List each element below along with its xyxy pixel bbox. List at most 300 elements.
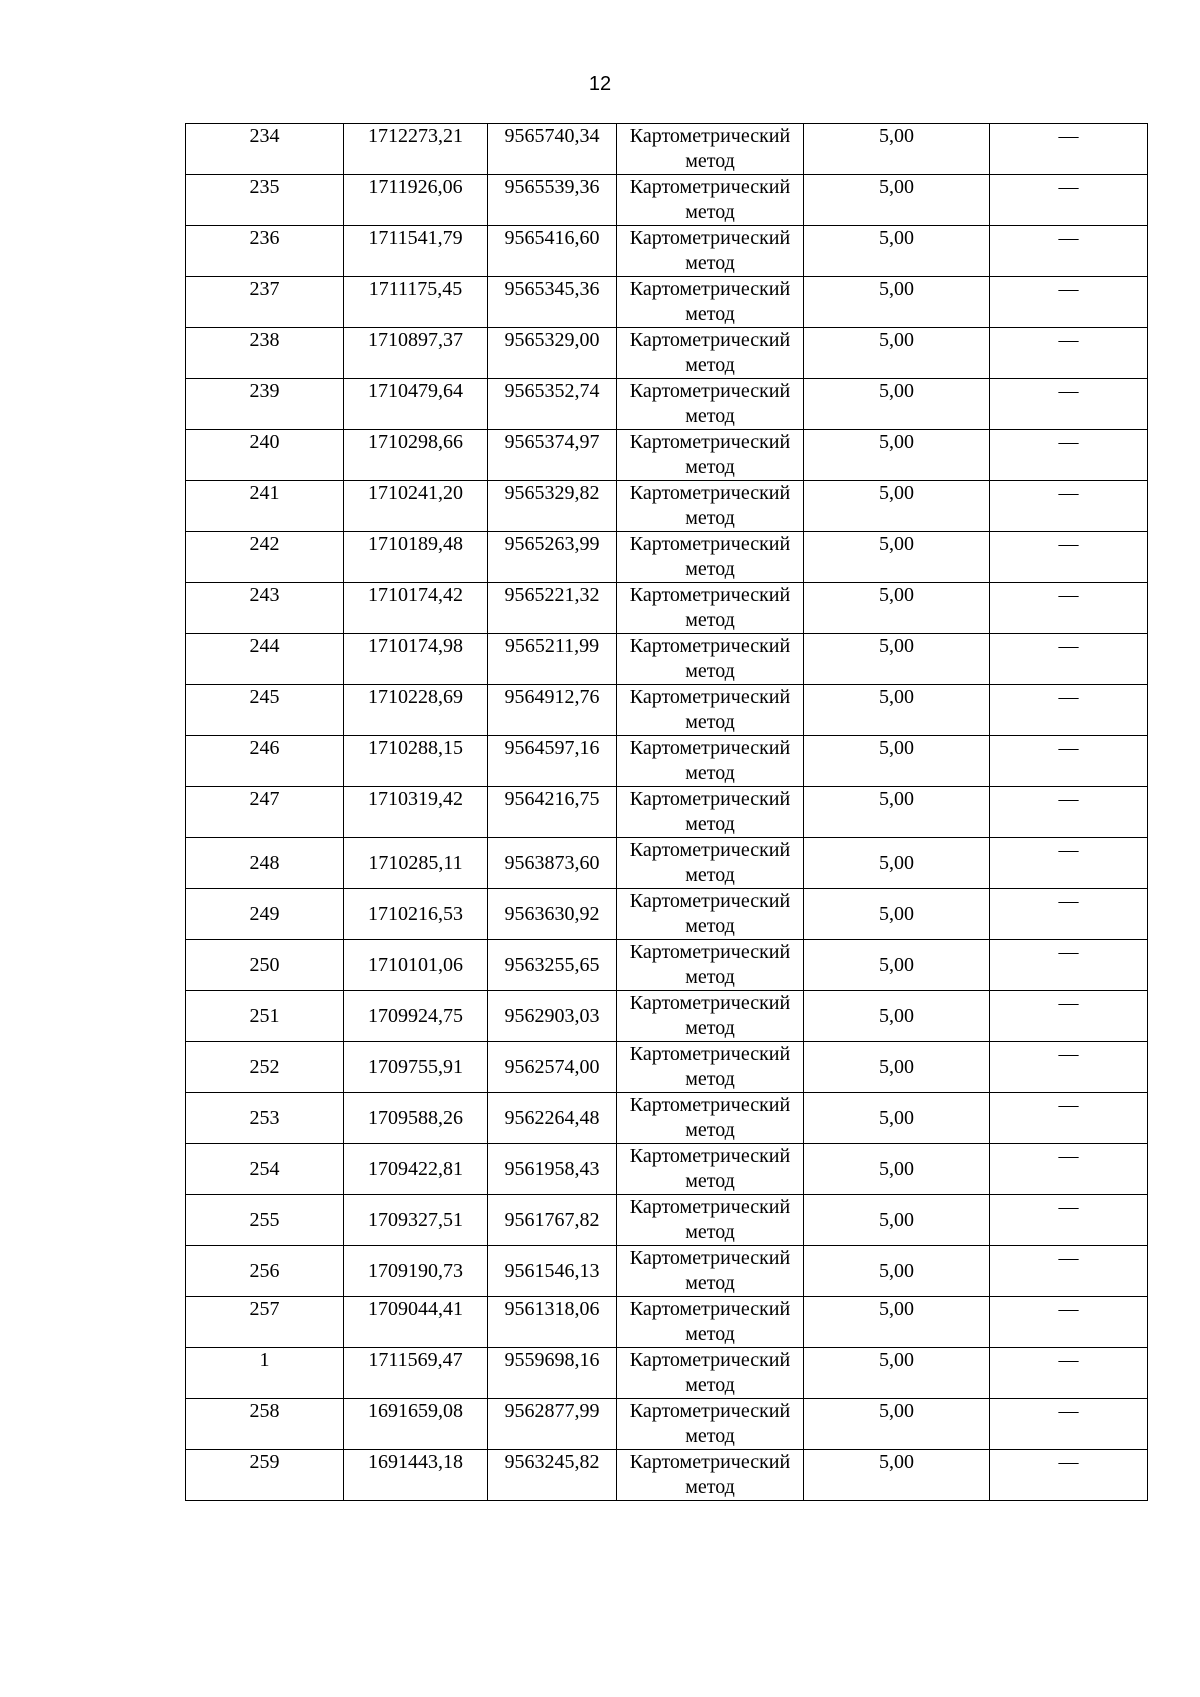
description-cell: [990, 124, 1148, 175]
method-cell-text: Картометрический метод: [629, 1043, 791, 1090]
y-coordinate-cell-text: 9561767,82: [504, 1208, 600, 1231]
description-cell: [990, 1348, 1148, 1399]
y-coordinate-cell: [488, 226, 617, 277]
y-coordinate-cell-text: 9565263,99: [504, 533, 600, 555]
description-cell-text: —: [1058, 1196, 1079, 1218]
description-cell-text: —: [1058, 380, 1079, 402]
x-coordinate-cell-text: 1710285,11: [368, 851, 463, 874]
x-coordinate-cell: [344, 1450, 488, 1501]
description-cell-text: —: [1058, 584, 1079, 606]
description-cell: [990, 1042, 1148, 1093]
y-coordinate-cell-text: 9564912,76: [504, 686, 600, 708]
description-cell: [990, 226, 1148, 277]
method-cell: [617, 1144, 804, 1195]
accuracy-cell: [804, 940, 990, 991]
accuracy-cell: [804, 889, 990, 940]
accuracy-cell: [804, 1246, 990, 1297]
x-coordinate-cell-text: 1710319,42: [368, 788, 463, 810]
accuracy-cell-text: 5,00: [879, 686, 914, 708]
method-cell-text: Картометрический метод: [629, 1451, 791, 1498]
y-coordinate-cell: [488, 430, 617, 481]
y-coordinate-cell: [488, 634, 617, 685]
accuracy-cell: [804, 226, 990, 277]
description-cell: [990, 940, 1148, 991]
description-cell: [990, 1195, 1148, 1246]
x-coordinate-cell-text: 1691443,18: [368, 1451, 463, 1473]
description-cell: [990, 1093, 1148, 1144]
x-coordinate-cell: [344, 991, 488, 1042]
point-number-cell-text: 258: [249, 1400, 280, 1422]
description-cell-text: —: [1058, 482, 1079, 504]
accuracy-cell-text: 5,00: [879, 1400, 914, 1422]
x-coordinate-cell-text: 1710288,15: [368, 737, 463, 759]
y-coordinate-cell: [488, 1195, 617, 1246]
x-coordinate-cell-text: 1709422,81: [368, 1157, 463, 1180]
accuracy-cell: [804, 685, 990, 736]
point-number-cell-text: 250: [249, 953, 280, 976]
accuracy-cell-text: 5,00: [879, 1349, 914, 1371]
table-row: [186, 1042, 1148, 1093]
point-number-cell: [186, 124, 344, 175]
x-coordinate-cell: [344, 226, 488, 277]
point-number-cell: [186, 1195, 344, 1246]
description-cell: [990, 379, 1148, 430]
description-cell: [990, 430, 1148, 481]
accuracy-cell: [804, 175, 990, 226]
description-cell-text: —: [1058, 788, 1079, 810]
point-number-cell-text: 259: [249, 1451, 280, 1473]
point-number-cell: [186, 1144, 344, 1195]
y-coordinate-cell: [488, 379, 617, 430]
method-cell: [617, 328, 804, 379]
table-row: [186, 175, 1148, 226]
x-coordinate-cell-text: 1710228,69: [368, 686, 463, 708]
x-coordinate-cell: [344, 277, 488, 328]
description-cell-text: —: [1058, 890, 1079, 912]
method-cell-text: Картометрический метод: [629, 1196, 791, 1243]
accuracy-cell: [804, 481, 990, 532]
description-cell-text: —: [1058, 278, 1079, 300]
x-coordinate-cell-text: 1710897,37: [368, 329, 463, 351]
y-coordinate-cell-text: 9565329,82: [504, 482, 600, 504]
method-cell: [617, 838, 804, 889]
method-cell-text: Картометрический метод: [629, 278, 791, 325]
point-number-cell-text: 255: [249, 1208, 280, 1231]
y-coordinate-cell: [488, 1144, 617, 1195]
y-coordinate-cell: [488, 1042, 617, 1093]
point-number-cell: [186, 583, 344, 634]
description-cell: [990, 1450, 1148, 1501]
table-row: [186, 379, 1148, 430]
description-cell: [990, 328, 1148, 379]
method-cell-text: Картометрический метод: [629, 584, 791, 631]
y-coordinate-cell: [488, 583, 617, 634]
coordinates-table-body: [186, 124, 1148, 1501]
description-cell: [990, 736, 1148, 787]
y-coordinate-cell-text: 9561958,43: [504, 1157, 600, 1180]
x-coordinate-cell-text: 1710216,53: [368, 902, 463, 925]
description-cell-text: —: [1058, 992, 1079, 1014]
y-coordinate-cell: [488, 889, 617, 940]
table-row: [186, 991, 1148, 1042]
method-cell-text: Картометрический метод: [629, 431, 791, 478]
point-number-cell-text: 234: [249, 125, 280, 147]
y-coordinate-cell-text: 9563630,92: [504, 902, 600, 925]
x-coordinate-cell-text: 1711926,06: [368, 176, 463, 198]
y-coordinate-cell: [488, 940, 617, 991]
method-cell: [617, 736, 804, 787]
point-number-cell-text: 241: [249, 482, 280, 504]
method-cell-text: Картометрический метод: [629, 635, 791, 682]
x-coordinate-cell: [344, 430, 488, 481]
point-number-cell: [186, 940, 344, 991]
point-number-cell-text: 254: [249, 1157, 280, 1180]
description-cell-text: —: [1058, 329, 1079, 351]
x-coordinate-cell: [344, 583, 488, 634]
table-row: [186, 838, 1148, 889]
table-row: [186, 430, 1148, 481]
method-cell: [617, 379, 804, 430]
x-coordinate-cell: [344, 1297, 488, 1348]
y-coordinate-cell-text: 9565740,34: [504, 125, 600, 147]
x-coordinate-cell-text: 1710479,64: [368, 380, 463, 402]
accuracy-cell: [804, 787, 990, 838]
method-cell-text: Картометрический метод: [629, 176, 791, 223]
point-number-cell-text: 246: [249, 737, 280, 759]
x-coordinate-cell-text: 1709327,51: [368, 1208, 463, 1231]
point-number-cell-text: 248: [249, 851, 280, 874]
point-number-cell: [186, 889, 344, 940]
y-coordinate-cell-text: 9559698,16: [504, 1349, 600, 1371]
y-coordinate-cell-text: 9562264,48: [504, 1106, 600, 1129]
x-coordinate-cell: [344, 1348, 488, 1399]
table-row: [186, 889, 1148, 940]
description-cell-text: —: [1058, 1094, 1079, 1116]
x-coordinate-cell-text: 1709924,75: [368, 1004, 463, 1027]
y-coordinate-cell-text: 9564216,75: [504, 788, 600, 810]
x-coordinate-cell-text: 1710241,20: [368, 482, 463, 504]
point-number-cell: [186, 1348, 344, 1399]
y-coordinate-cell-text: 9562574,00: [504, 1055, 600, 1078]
accuracy-cell-text: 5,00: [879, 431, 914, 453]
point-number-cell: [186, 991, 344, 1042]
point-number-cell: [186, 532, 344, 583]
y-coordinate-cell-text: 9564597,16: [504, 737, 600, 759]
accuracy-cell-text: 5,00: [879, 1298, 914, 1320]
method-cell: [617, 1399, 804, 1450]
x-coordinate-cell: [344, 736, 488, 787]
description-cell-text: —: [1058, 431, 1079, 453]
method-cell-text: Картометрический метод: [629, 686, 791, 733]
y-coordinate-cell: [488, 277, 617, 328]
y-coordinate-cell-text: 9565374,97: [504, 431, 600, 453]
method-cell: [617, 175, 804, 226]
y-coordinate-cell-text: 9565416,60: [504, 227, 600, 249]
accuracy-cell: [804, 124, 990, 175]
accuracy-cell-text: 5,00: [879, 1055, 914, 1078]
description-cell-text: —: [1058, 686, 1079, 708]
point-number-cell-text: 247: [249, 788, 280, 810]
point-number-cell: [186, 634, 344, 685]
table-row: [186, 1093, 1148, 1144]
point-number-cell-text: 251: [249, 1004, 280, 1027]
point-number-cell: [186, 328, 344, 379]
y-coordinate-cell: [488, 1399, 617, 1450]
method-cell-text: Картометрический метод: [629, 1247, 791, 1294]
table-row: [186, 226, 1148, 277]
point-number-cell-text: 240: [249, 431, 280, 453]
y-coordinate-cell: [488, 328, 617, 379]
table-row: [186, 940, 1148, 991]
y-coordinate-cell-text: 9562903,03: [504, 1004, 600, 1027]
accuracy-cell-text: 5,00: [879, 1451, 914, 1473]
description-cell: [990, 634, 1148, 685]
y-coordinate-cell-text: 9565329,00: [504, 329, 600, 351]
x-coordinate-cell: [344, 940, 488, 991]
y-coordinate-cell-text: 9563245,82: [504, 1451, 600, 1473]
x-coordinate-cell-text: 1711175,45: [368, 278, 463, 300]
point-number-cell-text: 239: [249, 380, 280, 402]
accuracy-cell-text: 5,00: [879, 329, 914, 351]
point-number-cell: [186, 838, 344, 889]
y-coordinate-cell-text: 9565352,74: [504, 380, 600, 402]
accuracy-cell: [804, 1042, 990, 1093]
y-coordinate-cell: [488, 1246, 617, 1297]
point-number-cell-text: 257: [249, 1298, 280, 1320]
method-cell: [617, 634, 804, 685]
table-row: [186, 1297, 1148, 1348]
point-number-cell: [186, 787, 344, 838]
y-coordinate-cell: [488, 736, 617, 787]
table-row: [186, 124, 1148, 175]
accuracy-cell-text: 5,00: [879, 851, 914, 874]
description-cell: [990, 889, 1148, 940]
method-cell-text: Картометрический метод: [629, 1349, 791, 1396]
table-row: [186, 481, 1148, 532]
point-number-cell-text: 1: [259, 1349, 270, 1371]
x-coordinate-cell-text: 1709755,91: [368, 1055, 463, 1078]
method-cell: [617, 481, 804, 532]
x-coordinate-cell-text: 1710101,06: [368, 953, 463, 976]
y-coordinate-cell-text: 9565539,36: [504, 176, 600, 198]
description-cell-text: —: [1058, 227, 1079, 249]
method-cell-text: Картометрический метод: [629, 890, 791, 937]
coordinates-table: [185, 123, 1148, 1501]
accuracy-cell-text: 5,00: [879, 1106, 914, 1129]
accuracy-cell-text: 5,00: [879, 635, 914, 657]
method-cell: [617, 277, 804, 328]
x-coordinate-cell-text: 1710174,98: [368, 635, 463, 657]
method-cell-text: Картометрический метод: [629, 992, 791, 1039]
x-coordinate-cell: [344, 685, 488, 736]
method-cell-text: Картометрический метод: [629, 1400, 791, 1447]
y-coordinate-cell: [488, 1450, 617, 1501]
table-row: [186, 685, 1148, 736]
description-cell: [990, 532, 1148, 583]
accuracy-cell: [804, 1450, 990, 1501]
y-coordinate-cell: [488, 787, 617, 838]
table-row: [186, 1399, 1148, 1450]
y-coordinate-cell-text: 9563873,60: [504, 851, 600, 874]
accuracy-cell-text: 5,00: [879, 737, 914, 759]
description-cell: [990, 1297, 1148, 1348]
accuracy-cell-text: 5,00: [879, 1208, 914, 1231]
description-cell-text: —: [1058, 1451, 1079, 1473]
accuracy-cell-text: 5,00: [879, 953, 914, 976]
x-coordinate-cell-text: 1710174,42: [368, 584, 463, 606]
accuracy-cell-text: 5,00: [879, 482, 914, 504]
method-cell: [617, 583, 804, 634]
table-row: [186, 277, 1148, 328]
description-cell: [990, 685, 1148, 736]
y-coordinate-cell: [488, 1297, 617, 1348]
y-coordinate-cell-text: 9563255,65: [504, 953, 600, 976]
description-cell-text: —: [1058, 1043, 1079, 1065]
accuracy-cell: [804, 1399, 990, 1450]
point-number-cell: [186, 430, 344, 481]
x-coordinate-cell: [344, 328, 488, 379]
method-cell-text: Картометрический метод: [629, 482, 791, 529]
accuracy-cell-text: 5,00: [879, 176, 914, 198]
x-coordinate-cell: [344, 634, 488, 685]
x-coordinate-cell: [344, 124, 488, 175]
accuracy-cell: [804, 991, 990, 1042]
description-cell: [990, 175, 1148, 226]
accuracy-cell-text: 5,00: [879, 380, 914, 402]
point-number-cell: [186, 685, 344, 736]
accuracy-cell: [804, 583, 990, 634]
method-cell-text: Картометрический метод: [629, 125, 791, 172]
table-row: [186, 328, 1148, 379]
point-number-cell: [186, 175, 344, 226]
accuracy-cell-text: 5,00: [879, 278, 914, 300]
x-coordinate-cell: [344, 838, 488, 889]
method-cell-text: Картометрический метод: [629, 380, 791, 427]
point-number-cell-text: 253: [249, 1106, 280, 1129]
y-coordinate-cell-text: 9562877,99: [504, 1400, 600, 1422]
point-number-cell-text: 238: [249, 329, 280, 351]
description-cell: [990, 481, 1148, 532]
description-cell-text: —: [1058, 125, 1079, 147]
description-cell-text: —: [1058, 533, 1079, 555]
description-cell-text: —: [1058, 1247, 1079, 1269]
method-cell: [617, 889, 804, 940]
accuracy-cell-text: 5,00: [879, 1157, 914, 1180]
x-coordinate-cell: [344, 1195, 488, 1246]
method-cell: [617, 124, 804, 175]
method-cell: [617, 1093, 804, 1144]
point-number-cell: [186, 1450, 344, 1501]
description-cell: [990, 991, 1148, 1042]
x-coordinate-cell-text: 1709190,73: [368, 1259, 463, 1282]
x-coordinate-cell-text: 1710189,48: [368, 533, 463, 555]
point-number-cell: [186, 379, 344, 430]
x-coordinate-cell-text: 1709044,41: [368, 1298, 463, 1320]
accuracy-cell: [804, 1348, 990, 1399]
x-coordinate-cell: [344, 787, 488, 838]
accuracy-cell-text: 5,00: [879, 902, 914, 925]
accuracy-cell-text: 5,00: [879, 533, 914, 555]
method-cell-text: Картометрический метод: [629, 788, 791, 835]
accuracy-cell-text: 5,00: [879, 1004, 914, 1027]
accuracy-cell: [804, 1144, 990, 1195]
x-coordinate-cell: [344, 889, 488, 940]
point-number-cell-text: 235: [249, 176, 280, 198]
y-coordinate-cell-text: 9565345,36: [504, 278, 600, 300]
accuracy-cell: [804, 838, 990, 889]
accuracy-cell-text: 5,00: [879, 788, 914, 810]
accuracy-cell-text: 5,00: [879, 227, 914, 249]
method-cell: [617, 991, 804, 1042]
x-coordinate-cell-text: 1711569,47: [368, 1349, 463, 1371]
description-cell-text: —: [1058, 1349, 1079, 1371]
method-cell-text: Картометрический метод: [629, 1094, 791, 1141]
x-coordinate-cell: [344, 1144, 488, 1195]
y-coordinate-cell: [488, 532, 617, 583]
y-coordinate-cell: [488, 481, 617, 532]
x-coordinate-cell: [344, 532, 488, 583]
point-number-cell-text: 243: [249, 584, 280, 606]
x-coordinate-cell: [344, 1042, 488, 1093]
table-row: [186, 1450, 1148, 1501]
point-number-cell: [186, 277, 344, 328]
description-cell-text: —: [1058, 176, 1079, 198]
method-cell: [617, 226, 804, 277]
method-cell: [617, 1042, 804, 1093]
table-row: [186, 532, 1148, 583]
accuracy-cell-text: 5,00: [879, 584, 914, 606]
table-row: [186, 1195, 1148, 1246]
y-coordinate-cell-text: 9561318,06: [504, 1298, 600, 1320]
description-cell-text: —: [1058, 1400, 1079, 1422]
table-row: [186, 1144, 1148, 1195]
y-coordinate-cell: [488, 991, 617, 1042]
accuracy-cell: [804, 1297, 990, 1348]
x-coordinate-cell: [344, 481, 488, 532]
x-coordinate-cell: [344, 1246, 488, 1297]
y-coordinate-cell: [488, 685, 617, 736]
method-cell-text: Картометрический метод: [629, 737, 791, 784]
method-cell: [617, 1450, 804, 1501]
accuracy-cell-text: 5,00: [879, 125, 914, 147]
table-row: [186, 787, 1148, 838]
method-cell: [617, 1348, 804, 1399]
description-cell: [990, 583, 1148, 634]
x-coordinate-cell-text: 1709588,26: [368, 1106, 463, 1129]
method-cell: [617, 685, 804, 736]
method-cell: [617, 1297, 804, 1348]
description-cell: [990, 787, 1148, 838]
point-number-cell-text: 245: [249, 686, 280, 708]
method-cell-text: Картометрический метод: [629, 1298, 791, 1345]
accuracy-cell: [804, 532, 990, 583]
point-number-cell: [186, 1399, 344, 1450]
method-cell: [617, 1246, 804, 1297]
y-coordinate-cell-text: 9565221,32: [504, 584, 600, 606]
table-row: [186, 634, 1148, 685]
accuracy-cell: [804, 634, 990, 685]
y-coordinate-cell: [488, 124, 617, 175]
table-row: [186, 1246, 1148, 1297]
accuracy-cell: [804, 328, 990, 379]
method-cell-text: Картометрический метод: [629, 941, 791, 988]
point-number-cell-text: 244: [249, 635, 280, 657]
description-cell-text: —: [1058, 737, 1079, 759]
y-coordinate-cell-text: 9561546,13: [504, 1259, 600, 1282]
point-number-cell-text: 236: [249, 227, 280, 249]
accuracy-cell: [804, 1093, 990, 1144]
description-cell: [990, 277, 1148, 328]
